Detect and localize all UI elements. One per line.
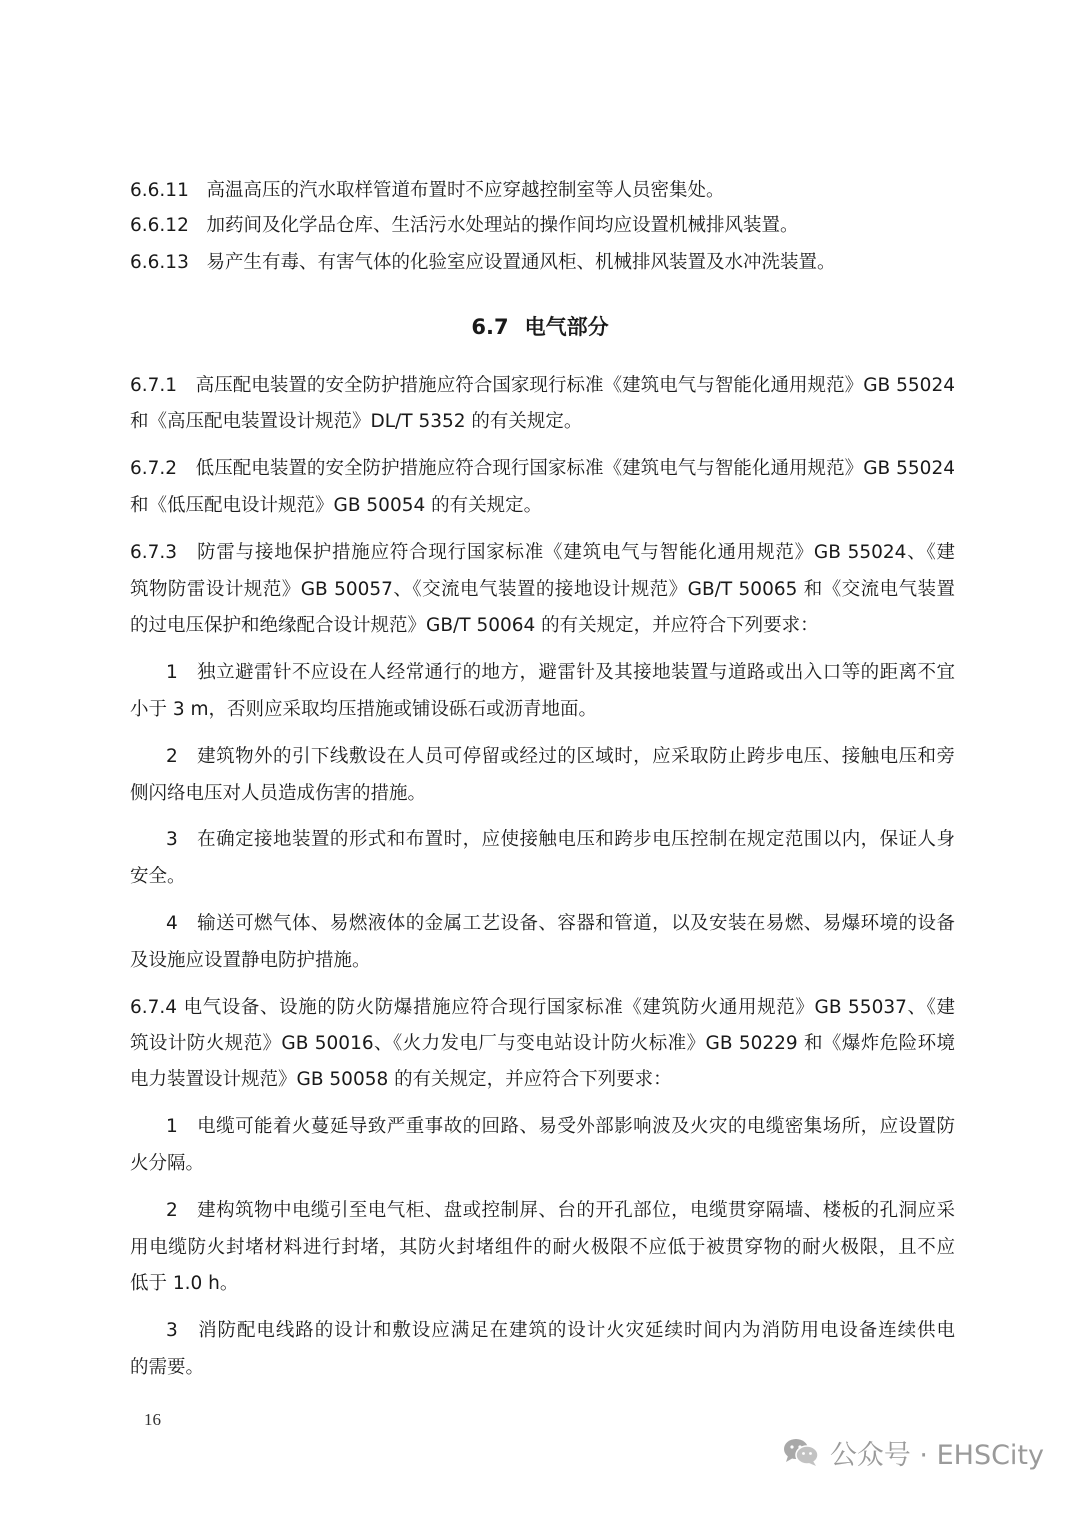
clause-text: 高温高压的汽水取样管道布置时不应穿越控制室等人员密集处。: [206, 180, 725, 201]
clause-6-7-1-line-2: 和《高压配电装置设计规范》DL/T 5352 的有关规定。: [130, 411, 583, 432]
clause-6-6-12: [130, 212, 955, 240]
watermark-text: 公众号 · EHSCity: [829, 1439, 1044, 1471]
clause-6-7-4-item-2-line-1: 2 建构筑物中电缆引至电气柜、盘或控制屏、台的开孔部位，电缆贯穿隔墙、楼板的孔洞应采: [166, 1200, 955, 1221]
clause-6-7-4-item-3-line-1: 3 消防配电线路的设计和敷设应满足在建筑的设计火灾延续时间内为消防用电设备连续供电: [166, 1320, 955, 1341]
clause-6-6-11: [130, 177, 955, 205]
clause-6-7-3-line-3: 的过电压保护和绝缘配合设计规范》GB/T 50064 的有关规定，并应符合下列要求：: [130, 615, 819, 636]
clause-6-7-3-item-2-line-2: 侧闪络电压对人员造成伤害的措施。: [130, 783, 427, 804]
clause-6-7-4-item-1-line-2: 火分隔。: [130, 1153, 205, 1174]
clause-6-7-4-item-3-line-2: 的需要。: [130, 1357, 205, 1378]
clause-6-7-3-item-1-line-1: 1 独立避雷针不应设在人经常通行的地方，避雷针及其接地装置与道路或出入口等的距离不宜: [166, 662, 955, 683]
section-number: 6.7: [471, 315, 509, 339]
clause-6-7-4-item-2-line-3: 低于 1.0 h。: [130, 1273, 239, 1294]
section-heading: [0, 312, 1080, 342]
clause-6-7-4-item-2-line-2: 用电缆防火封堵材料进行封堵，其防火封堵组件的耐火极限不应低于被贯穿物的耐火极限，且不应: [130, 1237, 955, 1258]
section-title: 电气部分: [524, 315, 609, 339]
wechat-icon: [782, 1436, 820, 1468]
clause-6-7-3-line-1: 6.7.3 防雷与接地保护措施应符合现行国家标准《建筑电气与智能化通用规范》GB 55024、《建: [130, 542, 955, 563]
clause-6-7-3-item-2-line-1: 2 建筑物外的引下线敷设在人员可停留或经过的区域时，应采取防止跨步电压、接触电压和旁: [166, 746, 955, 767]
clause-number: 6.6.11: [130, 180, 189, 201]
clause-6-7-3-line-2: 筑物防雷设计规范》GB 50057、《交流电气装置的接地设计规范》GB/T 50065 和《交流电气装置: [130, 579, 955, 600]
clause-6-7-4-line-2: 筑设计防火规范》GB 50016、《火力发电厂与变电站设计防火标准》GB 50229 和《爆炸危险环境: [130, 1033, 955, 1054]
clause-6-7-3-item-4-line-2: 及设施应设置静电防护措施。: [130, 950, 371, 971]
clause-6-7-4-item-1-line-1: 1 电缆可能着火蔓延导致严重事故的回路、易受外部影响波及火灾的电缆密集场所，应设置防: [166, 1116, 955, 1137]
clause-6-7-1-line-1: 6.7.1 高压配电装置的安全防护措施应符合国家现行标准《建筑电气与智能化通用规范》GB 55024: [130, 375, 955, 396]
clause-6-7-3-item-3-line-2: 安全。: [130, 866, 186, 887]
clause-6-7-3-item-4-line-1: 4 输送可燃气体、易燃液体的金属工艺设备、容器和管道，以及安装在易燃、易爆环境的设备: [166, 913, 955, 934]
clause-text: 加药间及化学品仓库、生活污水处理站的操作间均应设置机械排风装置。: [206, 215, 799, 236]
page-number: 16: [144, 1410, 161, 1429]
clause-6-7-2-line-1: 6.7.2 低压配电装置的安全防护措施应符合现行国家标准《建筑电气与智能化通用规范》GB 55024: [130, 458, 955, 479]
clause-6-6-13: [130, 249, 955, 277]
clause-6-7-4-line-3: 电力装置设计规范》GB 50058 的有关规定，并应符合下列要求：: [130, 1069, 672, 1090]
clause-number: 6.6.13: [130, 252, 189, 273]
clause-6-7-2-line-2: 和《低压配电设计规范》GB 50054 的有关规定。: [130, 495, 543, 516]
watermark: [782, 1432, 1044, 1472]
clause-6-7-4-line-1: 6.7.4 电气设备、设施的防火防爆措施应符合现行国家标准《建筑防火通用规范》GB 55037、《建: [130, 997, 955, 1018]
clause-number: 6.6.12: [130, 215, 189, 236]
clause-text: 易产生有毒、有害气体的化验室应设置通风柜、机械排风装置及水冲洗装置。: [206, 252, 836, 273]
clause-6-7-3-item-1-line-2: 小于 3 m，否则应采取均压措施或铺设砾石或沥青地面。: [130, 699, 598, 720]
clause-6-7-3-item-3-line-1: 3 在确定接地装置的形式和布置时，应使接触电压和跨步电压控制在规定范围以内，保证人身: [166, 829, 955, 850]
